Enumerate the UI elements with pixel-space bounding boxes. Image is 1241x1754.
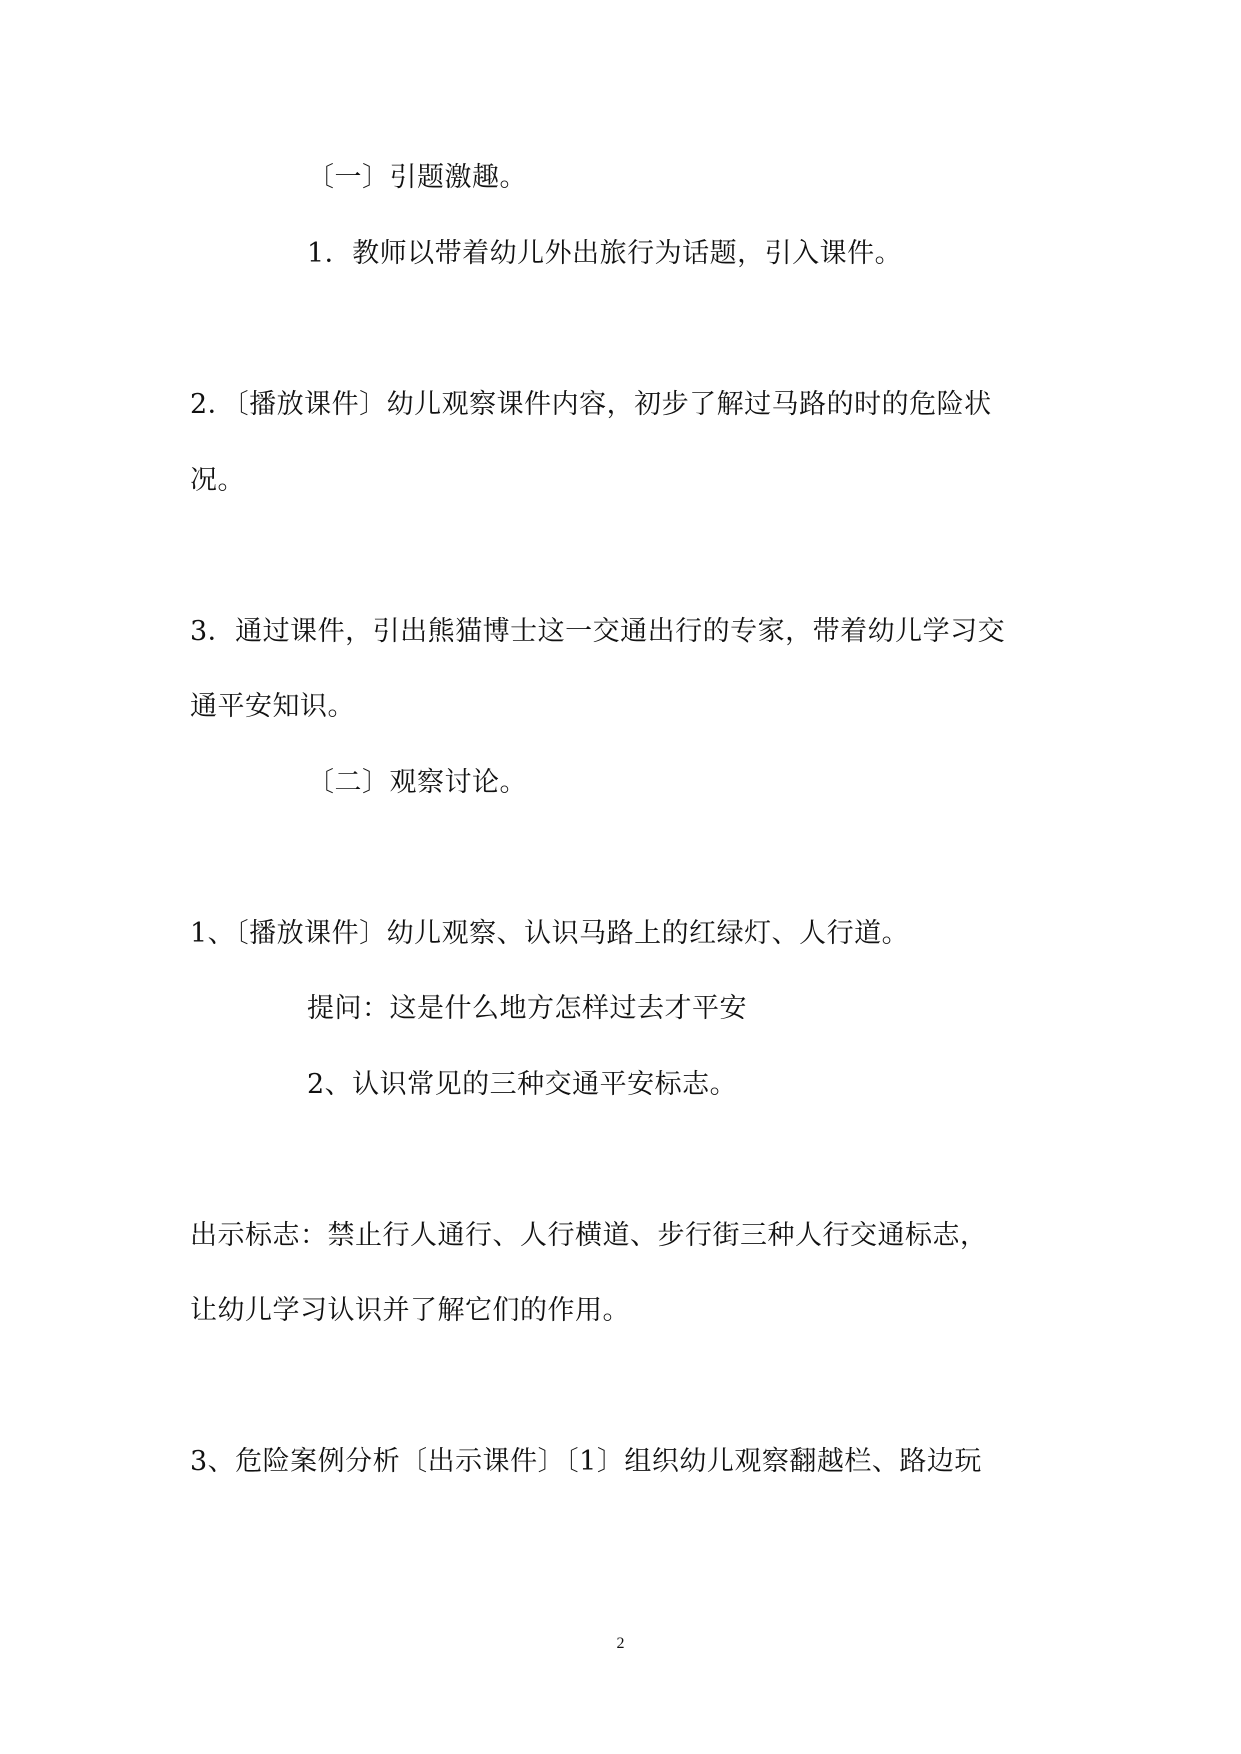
paragraph-line: 2．〔播放课件〕幼儿观察课件内容，初步了解过马路的时的危险状 [190,389,992,420]
paragraph-line: 出示标志：禁止行人通行、人行横道、步行街三种人行交通标志， [190,1220,988,1251]
paragraph-line: 1、〔播放课件〕幼儿观察、认识马路上的红绿灯、人行道。 [190,918,910,949]
paragraph-line: 3．通过课件，引出熊猫博士这一交通出行的专家，带着幼儿学习交 [190,616,1006,647]
paragraph-line: 让幼儿学习认识并了解它们的作用。 [190,1295,630,1326]
page-number: 2 [616,1635,625,1652]
paragraph-line: 况。 [190,465,245,496]
paragraph-line: 提问：这是什么地方怎样过去才平安 [307,993,747,1024]
paragraph-line: 通平安知识。 [190,691,355,722]
section-heading-1: 〔一〕引题激趣。 [307,162,527,193]
paragraph-line: 2、认识常见的三种交通平安标志。 [307,1069,738,1100]
section-heading-2: 〔二〕观察讨论。 [307,767,527,798]
paragraph-line: 1．教师以带着幼儿外出旅行为话题，引入课件。 [307,238,903,269]
paragraph-line: 3、危险案例分析〔出示课件〕〔1〕组织幼儿观察翻越栏、路边玩 [190,1446,982,1477]
